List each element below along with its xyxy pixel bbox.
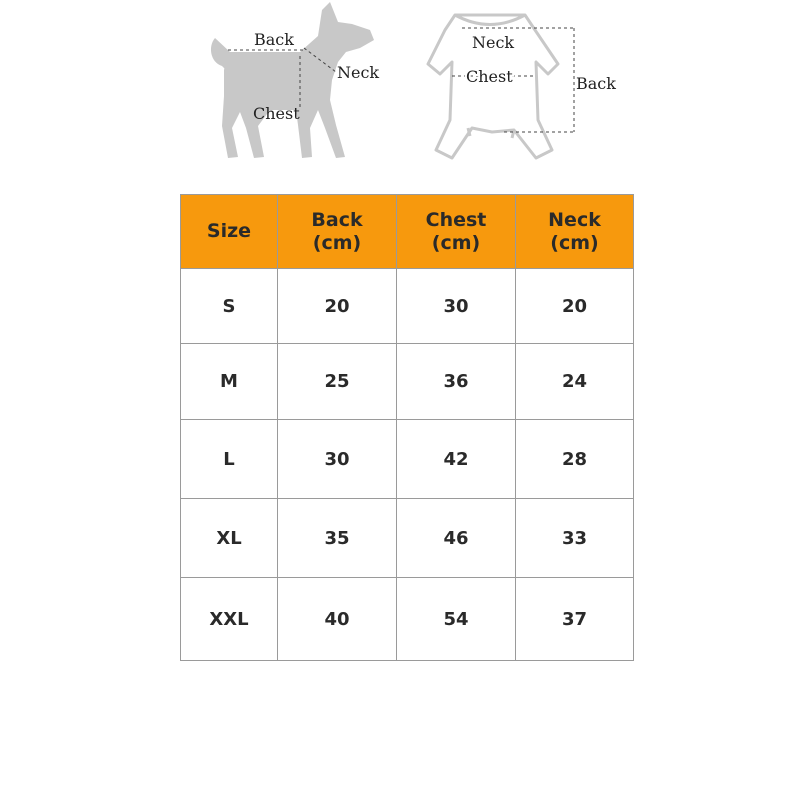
shirt-chest-label: Chest [466, 67, 513, 86]
table-row [181, 578, 634, 661]
table-row [181, 420, 634, 499]
neck-cell: 24 [516, 344, 634, 420]
header-size: Size [181, 195, 278, 269]
shirt-neck-label: Neck [472, 33, 515, 52]
dog-chest-label: Chest [253, 104, 300, 123]
size-cell: L [181, 420, 278, 499]
neck-cell: 28 [516, 420, 634, 499]
back-cell: 35 [278, 499, 397, 578]
table-row [181, 344, 634, 420]
chest-cell: 54 [397, 578, 516, 661]
size-cell: XXL [181, 578, 278, 661]
back-cell: 25 [278, 344, 397, 420]
table-header-row [181, 195, 634, 269]
size-chart-table [180, 194, 634, 661]
size-cell: S [181, 269, 278, 344]
neck-cell: 33 [516, 499, 634, 578]
table-row [181, 499, 634, 578]
size-cell: XL [181, 499, 278, 578]
chest-cell: 46 [397, 499, 516, 578]
neck-cell: 20 [516, 269, 634, 344]
back-cell: 20 [278, 269, 397, 344]
dog-back-label: Back [254, 30, 294, 49]
header-chest: Chest (cm) [397, 195, 516, 269]
chest-cell: 42 [397, 420, 516, 499]
neck-cell: 37 [516, 578, 634, 661]
shirt-back-label: Back [576, 74, 616, 93]
chest-cell: 30 [397, 269, 516, 344]
table-row [181, 269, 634, 344]
header-back: Back (cm) [278, 195, 397, 269]
size-cell: M [181, 344, 278, 420]
chest-cell: 36 [397, 344, 516, 420]
dog-neck-label: Neck [337, 63, 380, 82]
measurement-diagram [0, 0, 800, 180]
back-cell: 40 [278, 578, 397, 661]
back-cell: 30 [278, 420, 397, 499]
header-neck: Neck (cm) [516, 195, 634, 269]
